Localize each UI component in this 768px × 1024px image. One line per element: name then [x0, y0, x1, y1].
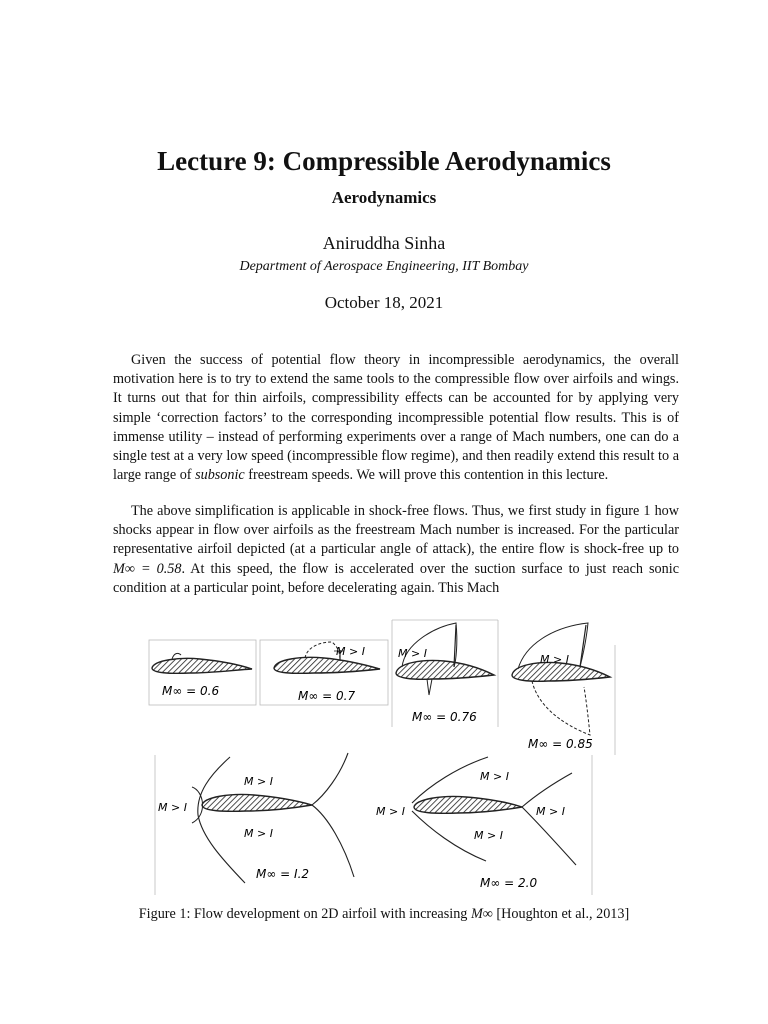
airfoil-shape — [274, 657, 380, 673]
figure-airfoil-flow — [140, 615, 630, 905]
panel-mach-1-2 — [155, 753, 354, 895]
mach-label: M∞ = I.2 — [256, 867, 310, 881]
region-label: M > I — [336, 645, 365, 658]
bow-shock — [198, 757, 245, 883]
panel-mach-2-0 — [376, 755, 592, 895]
airfoil-shape — [414, 796, 522, 813]
tail-shock-lower — [312, 805, 354, 877]
panel-mach-0-85 — [512, 623, 615, 755]
region-label: M > I — [536, 805, 565, 818]
region-label: M > I — [158, 801, 187, 814]
paragraph-intro — [113, 351, 679, 485]
caption-text-1: Figure 1: Flow development on 2D airfoil with increasing — [138, 906, 471, 922]
panel-mach-0-76 — [392, 620, 498, 727]
tail-shock-upper — [522, 773, 572, 807]
region-label: M > I — [480, 770, 509, 783]
inline-math-mach: M∞ = 0.58 — [113, 560, 182, 577]
panel-mach-0-7 — [260, 640, 388, 705]
lower-sonic-line — [532, 681, 590, 735]
airfoil-shape — [152, 658, 252, 673]
page-title: Lecture 9: Compressible Aerodynamics — [157, 146, 611, 176]
airfoil-shape — [396, 661, 494, 680]
sonic-line — [192, 787, 203, 823]
author-name: Aniruddha Sinha — [322, 233, 446, 253]
author-affiliation: Department of Aerospace Engineering, IIT Bombay — [239, 259, 529, 274]
course-name: Aerodynamics — [331, 188, 437, 207]
caption-math: M∞ — [470, 906, 493, 922]
paragraph-shock — [113, 502, 679, 598]
date: October 18, 2021 — [324, 293, 444, 312]
region-label: M > I — [474, 829, 503, 842]
emphasis-subsonic: subsonic — [195, 467, 245, 484]
paragraph-shock-text-2: . At this speed, the flow is accelerated over the suction surface to just reach sonic condition at a particular point, before decelerating again. This Mach — [113, 560, 679, 596]
paragraph-intro-text-2: freestream speeds. We will prove this contention in this lecture. — [244, 467, 609, 484]
mach-label: M∞ = 2.0 — [480, 876, 538, 890]
paragraph-intro-text-1: Given the success of potential flow theory in incompressible aerodynamics, the overall motivation here is to try to extend the same tools to the compressible flow over airfoils and wings. It turns out that for thin airfoils, compressibility effects can be accounted for by applying very simple ‘correction factors’ to the corresponding incompressible potential flow results. This is of immense utility – instead of performing experiments over a range of Mach numbers, one can do a single test at a very low speed (incompressible flow regime), and then readily extend this result to a large range of — [113, 352, 679, 484]
panel-mach-0-6 — [149, 640, 256, 705]
region-label: M > I — [540, 653, 569, 666]
region-label: M > I — [398, 647, 427, 660]
mach-label: M∞ = 0.76 — [412, 710, 477, 724]
mach-label: M∞ = 0.7 — [298, 689, 356, 703]
mach-label: M∞ = 0.85 — [528, 737, 593, 751]
region-label: M > I — [244, 827, 273, 840]
tail-shock-upper — [312, 753, 348, 805]
region-label: M > I — [376, 805, 405, 818]
mach-label: M∞ = 0.6 — [162, 684, 220, 698]
caption-citation: [Houghton et al., 2013] — [492, 906, 630, 922]
region-label: M > I — [244, 775, 273, 788]
figure-caption — [0, 906, 768, 923]
paragraph-shock-text-1: The above simplification is applicable in shock-free flows. Thus, we first study in figure 1 how shocks appear in flow over airfoils as the freestream Mach number is increased. For the particular representative airfoil depicted (at a particular angle of attack), the entire flow is shock-free up to — [113, 503, 679, 558]
airfoil-shape — [202, 794, 312, 811]
